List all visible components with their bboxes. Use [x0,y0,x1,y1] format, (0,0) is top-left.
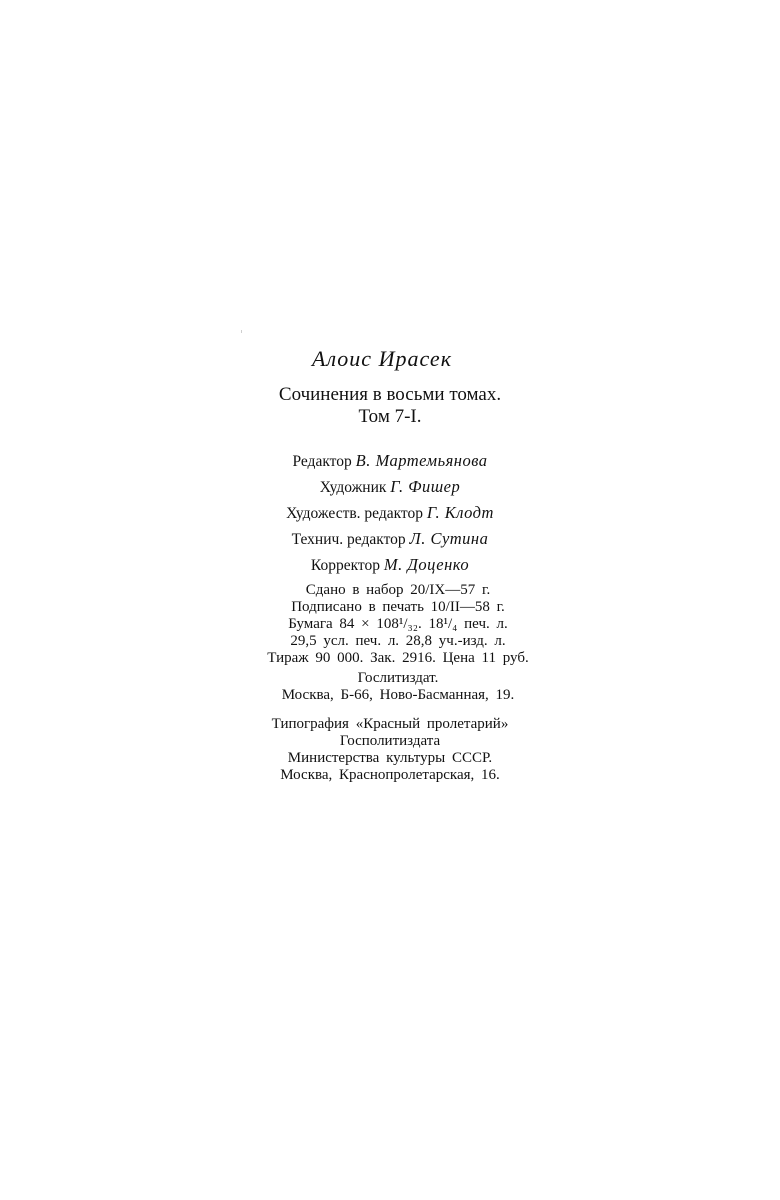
title-line-volume: Том 7-I. [358,406,422,427]
paper-speck [241,330,242,333]
credit-role: Корректор [310,557,380,574]
title-line-series: Сочинения в восьми томах. [278,384,502,405]
print-run-price: Тираж 90 000. Зак. 2916. Цена 11 руб. [267,650,529,666]
publisher-address: Москва, Б-66, Ново-Басманная, 19. [281,687,515,703]
print-paper: Бумага 84 × 108¹/₃₂. 18¹/₄ печ. л. [288,616,508,632]
print-sheets: 29,5 усл. печ. л. 28,8 уч.-изд. л. [290,633,506,649]
staff-credits [0,448,780,578]
credit-art-editor [0,500,780,526]
credit-name: Г. Клодт [426,503,494,522]
credit-tech-editor [0,526,780,552]
print-signed: Подписано в печать 10/II—58 г. [291,599,505,615]
author-name: Алоис Ирасек [312,346,452,371]
printing-house-ministry: Министерства культуры СССР. [287,750,493,766]
printing-house-owner: Госполитиздата [339,733,441,749]
publisher-name: Гослитиздат. [357,670,439,686]
printing-house-name: Типография «Красный пролетарий» [271,716,509,732]
credit-editor [0,448,780,474]
publisher-info [8,670,780,704]
credit-artist [0,474,780,500]
credit-name: Г. Фишер [390,477,461,496]
printing-details [8,582,780,667]
credit-role: Редактор [292,453,352,470]
credit-role: Технич. редактор [291,531,406,548]
print-sent-to-typeset: Сдано в набор 20/IX—57 г. [305,582,491,598]
credit-name: М. Доценко [383,555,470,574]
credit-role: Художник [319,479,387,496]
credit-proofreader [0,552,780,578]
printing-house-address: Москва, Краснопролетарская, 16. [280,767,500,783]
credit-name: Л. Сутина [409,529,489,548]
credit-name: В. Мартемьянова [355,451,488,470]
book-title [0,384,780,428]
printing-house-info [0,716,780,784]
credit-role: Художеств. редактор [286,505,423,522]
